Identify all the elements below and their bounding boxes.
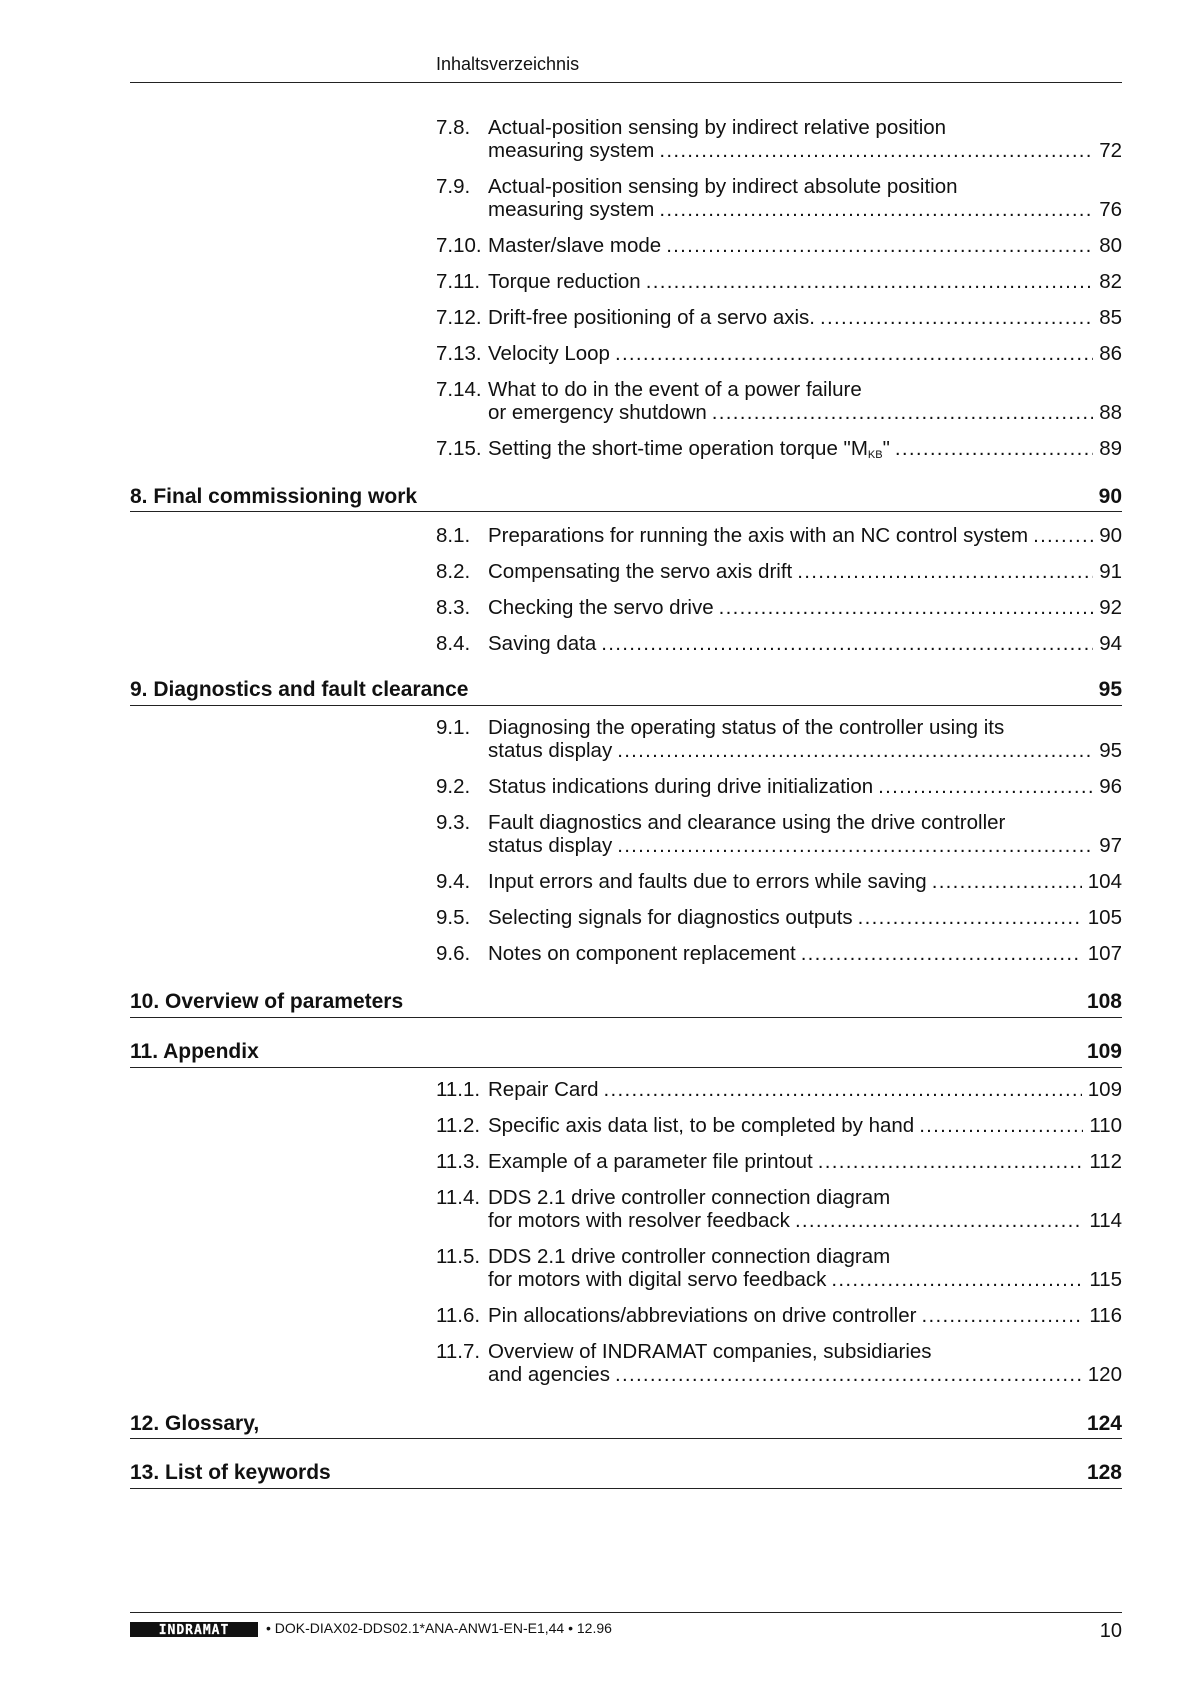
entry-number: 7.8. [436,116,471,139]
entry-page: 89 [1099,437,1122,460]
toc-entry-11-3[interactable] [436,1150,1122,1173]
entry-page: 95 [1099,739,1122,762]
entry-page: 107 [1087,942,1122,965]
entry-page: 82 [1099,270,1122,293]
entry-page: 120 [1087,1363,1122,1386]
dot-leader [601,632,1093,655]
entry-title: Pin allocations/abbreviations on drive controller [488,1304,917,1327]
entry-title: and agencies [488,1363,610,1386]
indramat-logo [130,1622,258,1637]
dot-leader [615,342,1093,365]
entry-title-line1: DDS 2.1 drive controller connection diagram [488,1245,891,1268]
entry-title-line1: What to do in the event of a power failure [488,378,862,401]
chapter-rule [130,1067,1122,1068]
chapter-title: 12. Glossary, [130,1412,260,1435]
entry-number: 7.15. [436,437,482,460]
chapter-title: 10. Overview of parameters [130,990,404,1013]
subscript: KB [867,449,883,461]
toc-entry-7-13[interactable] [436,342,1122,365]
entry-title: Specific axis data list, to be completed by hand [488,1114,915,1137]
entry-number: 9.2. [436,775,471,798]
toc-entry-9-1[interactable] [436,716,1122,762]
entry-title-line1: Overview of INDRAMAT companies, subsidiaries [488,1340,932,1363]
entry-title-line1: Actual-position sensing by indirect absolute position [488,175,958,198]
logo-text: INDRAMAT [158,1623,230,1637]
entry-number: 9.4. [436,870,471,893]
entry-title: status display [488,834,613,857]
entry-number: 7.11. [436,270,481,293]
chapter-rule [130,1438,1122,1439]
chapter-title: 9. Diagnostics and fault clearance [130,678,469,701]
toc-entry-11-2[interactable] [436,1114,1122,1137]
dot-leader [659,139,1093,162]
toc-chapter-9[interactable] [130,678,1122,702]
entry-number: 11.7. [436,1340,481,1363]
entry-title: Example of a parameter file printout [488,1150,813,1173]
entry-page: 94 [1099,632,1122,655]
toc-entry-9-4[interactable] [436,870,1122,893]
entry-page: 80 [1099,234,1122,257]
entry-number: 11.2. [436,1114,481,1137]
entry-title: Selecting signals for diagnostics outputs [488,906,853,929]
entry-page: 85 [1099,306,1122,329]
entry-title-line1: Diagnosing the operating status of the controller using its [488,716,1005,739]
toc-chapter-8[interactable] [130,485,1122,509]
entry-title: Master/slave mode [488,234,662,257]
entry-title: Preparations for running the axis with an NC control system [488,524,1029,547]
toc-entry-9-3[interactable] [436,811,1122,857]
dot-leader [615,1363,1082,1386]
dot-leader [659,198,1093,221]
header-rule [130,82,1122,83]
entry-title: Repair Card [488,1078,599,1101]
entry-number: 11.3. [436,1150,481,1173]
entry-title: Saving data [488,632,597,655]
chapter-page: 128 [1086,1461,1122,1484]
dot-leader [858,906,1082,929]
entry-title: Velocity Loop [488,342,610,365]
toc-entry-7-15[interactable] [436,437,1122,460]
toc-entry-7-14[interactable] [436,378,1122,424]
toc-entry-11-1[interactable] [436,1078,1122,1101]
toc-entry-11-7[interactable] [436,1340,1122,1386]
dot-leader [795,1209,1083,1232]
entry-page: 72 [1099,139,1122,162]
entry-number: 9.6. [436,942,471,965]
entry-title: or emergency shutdown [488,401,707,424]
dot-leader [895,437,1093,460]
footer-rule [130,1612,1122,1613]
entry-title: Compensating the servo axis drift [488,560,793,583]
chapter-rule [130,705,1122,706]
entry-number: 8.1. [436,524,471,547]
entry-page: 90 [1099,524,1122,547]
entry-title-line1: DDS 2.1 drive controller connection diagram [488,1186,891,1209]
running-header: Inhaltsverzeichnis [436,54,580,74]
entry-number: 11.5. [436,1245,481,1268]
chapter-rule [130,1488,1122,1489]
dot-leader [797,560,1093,583]
entry-number: 9.5. [436,906,471,929]
entry-page: 91 [1099,560,1122,583]
toc-entry-7-12[interactable] [436,306,1122,329]
toc-entry-7-11[interactable] [436,270,1122,293]
entry-title-line1: Actual-position sensing by indirect relative position [488,116,947,139]
entry-page: 112 [1089,1150,1122,1173]
dot-leader [719,596,1094,619]
toc-chapter-12[interactable] [130,1412,1122,1436]
entry-page: 88 [1099,401,1122,424]
entry-number: 11.1. [436,1078,481,1101]
entry-title: Checking the servo drive [488,596,714,619]
chapter-title: 13. List of keywords [130,1461,331,1484]
entry-number: 8.4. [436,632,471,655]
dot-leader [919,1114,1083,1137]
toc-entry-8-1[interactable] [436,524,1122,547]
entry-page: 104 [1087,870,1122,893]
chapter-title: 11. Appendix [130,1040,259,1063]
dot-leader [801,942,1082,965]
entry-title-line1: Fault diagnostics and clearance using the drive controller [488,811,1006,834]
toc-entry-11-4[interactable] [436,1186,1122,1232]
toc-entry-11-5[interactable] [436,1245,1122,1291]
entry-page: 97 [1099,834,1122,857]
dot-leader [932,870,1082,893]
chapter-page: 95 [1098,678,1122,701]
toc-entry-8-4[interactable] [436,632,1122,655]
entry-title: Notes on component replacement [488,942,796,965]
entry-title: Torque reduction [488,270,641,293]
document-reference: • DOK-DIAX02-DDS02.1*ANA-ANW1-EN-E1,44 • 12.96 [266,1620,612,1636]
dot-leader [617,834,1093,857]
entry-title [488,437,890,460]
chapter-page: 108 [1086,990,1122,1013]
dot-leader [818,1150,1084,1173]
dot-leader [831,1268,1083,1291]
toc-chapter-11[interactable] [130,1040,1122,1064]
entry-title: measuring system [488,198,655,221]
toc-entry-9-5[interactable] [436,906,1122,929]
dot-leader [878,775,1093,798]
dot-leader [1033,524,1093,547]
entry-title: measuring system [488,139,655,162]
entry-title: for motors with digital servo feedback [488,1268,827,1291]
toc-chapter-13[interactable] [130,1461,1122,1485]
entry-number: 11.6. [436,1304,481,1327]
entry-page: 110 [1089,1114,1122,1137]
toc-entry-9-2[interactable] [436,775,1122,798]
entry-title-suffix: " [882,437,890,460]
page-number: 10 [1099,1620,1122,1642]
entry-number: 7.13. [436,342,482,365]
entry-page: 76 [1099,198,1122,221]
dot-leader [712,401,1093,424]
dot-leader [617,739,1093,762]
toc-entry-8-2[interactable] [436,560,1122,583]
entry-number: 7.9. [436,175,471,198]
toc-entry-7-10[interactable] [436,234,1122,257]
entry-page: 116 [1089,1304,1122,1327]
entry-title-text: Setting the short-time operation torque "M [488,437,868,460]
chapter-page: 109 [1086,1040,1122,1063]
dot-leader [921,1304,1083,1327]
toc-entry-11-6[interactable] [436,1304,1122,1327]
entry-number: 7.14. [436,378,482,401]
chapter-page: 90 [1098,485,1122,508]
chapter-rule [130,1017,1122,1018]
chapter-page: 124 [1086,1412,1122,1435]
entry-title: Status indications during drive initialization [488,775,874,798]
entry-title: for motors with resolver feedback [488,1209,790,1232]
chapter-title: 8. Final commissioning work [130,485,418,508]
entry-page: 92 [1099,596,1122,619]
toc-entry-7-8[interactable] [436,116,1122,162]
entry-page: 86 [1099,342,1122,365]
entry-number: 11.4. [436,1186,481,1209]
entry-page: 105 [1087,906,1122,929]
chapter-rule [130,511,1122,512]
toc-entry-7-9[interactable] [436,175,1122,221]
entry-title: Input errors and faults due to errors while saving [488,870,927,893]
entry-number: 8.2. [436,560,471,583]
dot-leader [666,234,1093,257]
entry-number: 7.12. [436,306,482,329]
entry-title: status display [488,739,613,762]
dot-leader [820,306,1093,329]
entry-number: 8.3. [436,596,471,619]
entry-number: 7.10. [436,234,482,257]
dot-leader [646,270,1093,293]
entry-page: 96 [1099,775,1122,798]
toc-chapter-10[interactable] [130,990,1122,1014]
dot-leader [604,1078,1082,1101]
entry-number: 9.1. [436,716,471,739]
entry-page: 114 [1089,1209,1122,1232]
toc-entry-8-3[interactable] [436,596,1122,619]
entry-page: 109 [1087,1078,1122,1101]
toc-entry-9-6[interactable] [436,942,1122,965]
entry-page: 115 [1089,1268,1122,1291]
entry-number: 9.3. [436,811,471,834]
entry-title: Drift-free positioning of a servo axis. [488,306,815,329]
